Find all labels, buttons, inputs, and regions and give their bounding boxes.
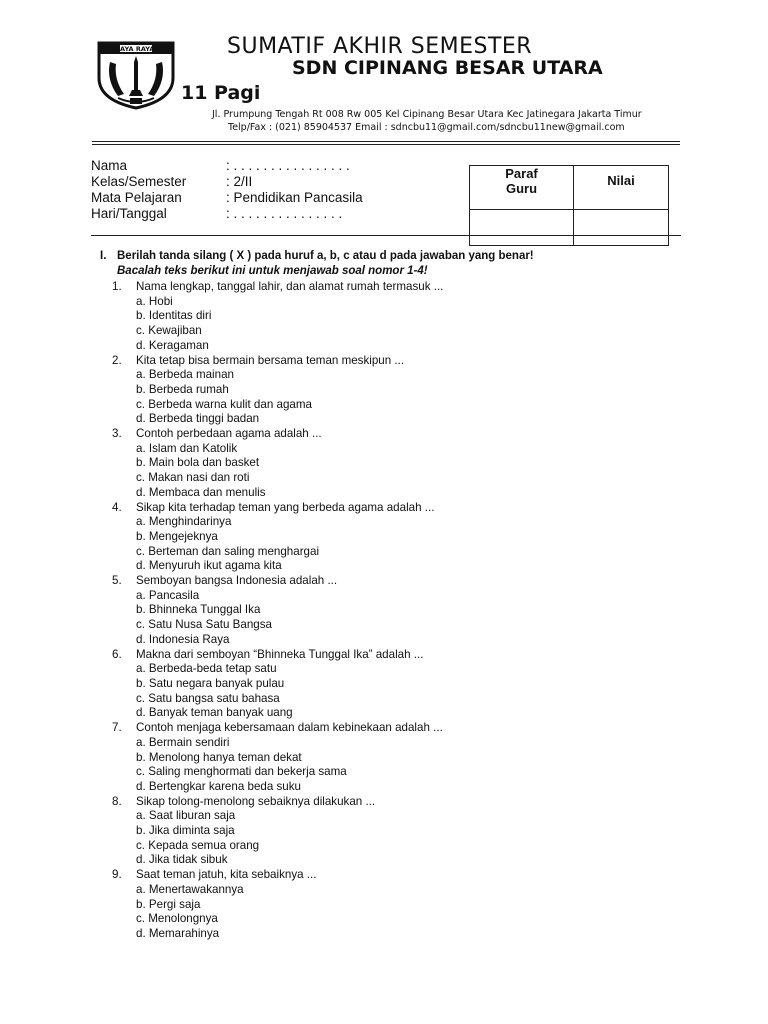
answer-option[interactable]: d. Keragaman [136, 338, 209, 352]
question-number: 2. [112, 353, 122, 367]
answer-option[interactable]: a. Menghindarinya [136, 515, 232, 529]
question-item [112, 501, 672, 516]
identity-label: Hari/Tanggal [91, 206, 167, 221]
question-number: 1. [112, 280, 122, 293]
answer-option[interactable]: d. Bertengkar karena beda suku [136, 779, 301, 793]
identity-row-name [91, 158, 350, 173]
question-text: Nama lengkap, tanggal lahir, dan alamat rumah termasuk ... [136, 280, 444, 293]
identity-row-date [91, 206, 342, 221]
section-subinstruction: Bacalah teks berikut ini untuk menjawab soal nomor 1-4! [117, 265, 428, 277]
answer-option[interactable]: c. Kepada semua orang [136, 838, 260, 852]
question-text: Makna dari semboyan “Bhinneka Tunggal Ika” adalah ... [136, 647, 424, 661]
question-text: Semboyan bangsa Indonesia adalah ... [136, 574, 338, 588]
question-item [112, 795, 672, 810]
answer-option[interactable]: d. Menyuruh ikut agama kita [136, 559, 282, 573]
answer-option[interactable]: a. Hobi [136, 294, 173, 308]
header-divider [92, 141, 680, 142]
school-contact: Telp/Fax : (021) 85904537 Email : sdncbu11@gmail.com/sdncbu11new@gmail.com [228, 122, 625, 133]
header-divider-thin [92, 144, 680, 145]
answer-option[interactable]: a. Berbeda-beda tetap satu [136, 662, 277, 676]
question-number: 7. [112, 721, 122, 735]
nilai-cell[interactable] [574, 210, 669, 246]
school-name-suffix: 11 Pagi [181, 82, 261, 104]
answer-option[interactable]: b. Berbeda rumah [136, 382, 229, 396]
question-item [112, 427, 672, 442]
question-item [112, 280, 672, 295]
answer-option[interactable]: c. Makan nasi dan roti [136, 471, 250, 485]
answer-option[interactable]: b. Main bola dan basket [136, 456, 260, 470]
identity-row-subject [91, 190, 363, 205]
answer-option[interactable]: d. Banyak teman banyak uang [136, 706, 293, 720]
identity-value: : 2/II [226, 174, 253, 189]
answer-option[interactable]: c. Kewajiban [136, 324, 202, 338]
answer-option[interactable]: a. Bermain sendiri [136, 735, 230, 749]
answer-option[interactable]: b. Satu negara banyak pulau [136, 676, 285, 690]
nilai-header [574, 166, 669, 210]
question-number: 9. [112, 868, 122, 882]
logo-banner-text: JAYA RAYA [117, 45, 155, 53]
answer-option[interactable]: b. Identitas diri [136, 309, 212, 323]
question-item [112, 574, 672, 589]
answer-option[interactable]: b. Menolong hanya teman dekat [136, 750, 302, 764]
answer-option[interactable]: d. Memarahinya [136, 926, 220, 940]
answer-option[interactable]: a. Saat liburan saja [136, 809, 236, 823]
answer-option[interactable]: c. Berbeda warna kulit dan agama [136, 397, 312, 411]
answer-option[interactable]: c. Satu Nusa Satu Bangsa [136, 618, 272, 632]
identity-label: Mata Pelajaran [91, 190, 182, 205]
answer-option[interactable]: b. Jika diminta saja [136, 824, 235, 838]
answer-option[interactable]: c. Satu bangsa satu bahasa [136, 691, 280, 705]
identity-label: Kelas/Semester [91, 174, 187, 189]
question-text: Contoh menjaga kebersamaan dalam kebinekaan adalah ... [136, 721, 443, 735]
answer-option[interactable]: c. Berteman dan saling menghargai [136, 544, 320, 558]
school-name: SDN CIPINANG BESAR UTARA [292, 57, 603, 79]
question-item [112, 868, 672, 883]
document-title: SUMATIF AKHIR SEMESTER [227, 34, 533, 59]
answer-option[interactable]: b. Pergi saja [136, 897, 201, 911]
question-text: Contoh perbedaan agama adalah ... [136, 427, 322, 441]
answer-option[interactable]: d. Berbeda tinggi badan [136, 412, 260, 426]
answer-option[interactable]: a. Islam dan Katolik [136, 441, 238, 455]
nilai-label: Nilai [607, 173, 635, 188]
question-item [112, 721, 672, 736]
instruction-text: Berilah tanda silang ( X ) pada huruf a, b, c atau d pada jawaban yang benar! [117, 250, 534, 262]
answer-option[interactable]: d. Membaca dan menulis [136, 485, 266, 499]
paraf-label: Paraf [505, 166, 538, 181]
identity-divider [91, 235, 681, 236]
identity-row-class [91, 174, 252, 189]
question-item [112, 354, 672, 369]
question-text: Kita tetap bisa bermain bersama teman meskipun ... [136, 353, 405, 367]
section-instruction [100, 250, 534, 262]
paraf-guru-header [470, 166, 574, 210]
question-number: 8. [112, 794, 122, 808]
answer-option[interactable]: b. Mengejeknya [136, 529, 218, 543]
answer-option[interactable]: a. Berbeda mainan [136, 368, 234, 382]
answer-option[interactable]: a. Menertawakannya [136, 882, 244, 896]
question-number: 5. [112, 574, 122, 588]
question-text: Sikap tolong-menolong sebaiknya dilakukan ... [136, 794, 376, 808]
question-number: 4. [112, 500, 122, 514]
identity-value: : Pendidikan Pancasila [226, 190, 363, 205]
question-number: 3. [112, 427, 122, 441]
question-list [112, 280, 672, 942]
question-number: 6. [112, 647, 122, 661]
question-text: Sikap kita terhadap teman yang berbeda agama adalah ... [136, 500, 435, 514]
question-item [112, 648, 672, 663]
paraf-guru-cell[interactable] [470, 210, 574, 246]
identity-value: : . . . . . . . . . . . . . . . . [226, 158, 350, 173]
answer-option[interactable]: b. Bhinneka Tunggal Ika [136, 603, 261, 617]
jaya-raya-emblem [96, 40, 176, 110]
answer-option[interactable]: a. Pancasila [136, 588, 200, 602]
grade-box [469, 165, 669, 246]
school-address: Jl. Prumpung Tengah Rt 008 Rw 005 Kel Cipinang Besar Utara Kec Jatinegara Jakarta Timur [212, 109, 642, 120]
question-text: Saat teman jatuh, kita sebaiknya ... [136, 868, 317, 882]
guru-label: Guru [505, 181, 538, 196]
section-number: I. [100, 250, 107, 262]
identity-value: : . . . . . . . . . . . . . . . [226, 206, 343, 221]
identity-label: Nama [91, 158, 128, 173]
answer-option[interactable]: c. Menolongnya [136, 912, 218, 926]
answer-option[interactable]: d. Jika tidak sibuk [136, 853, 228, 867]
answer-option[interactable]: c. Saling menghormati dan bekerja sama [136, 765, 347, 779]
answer-option[interactable]: d. Indonesia Raya [136, 632, 230, 646]
